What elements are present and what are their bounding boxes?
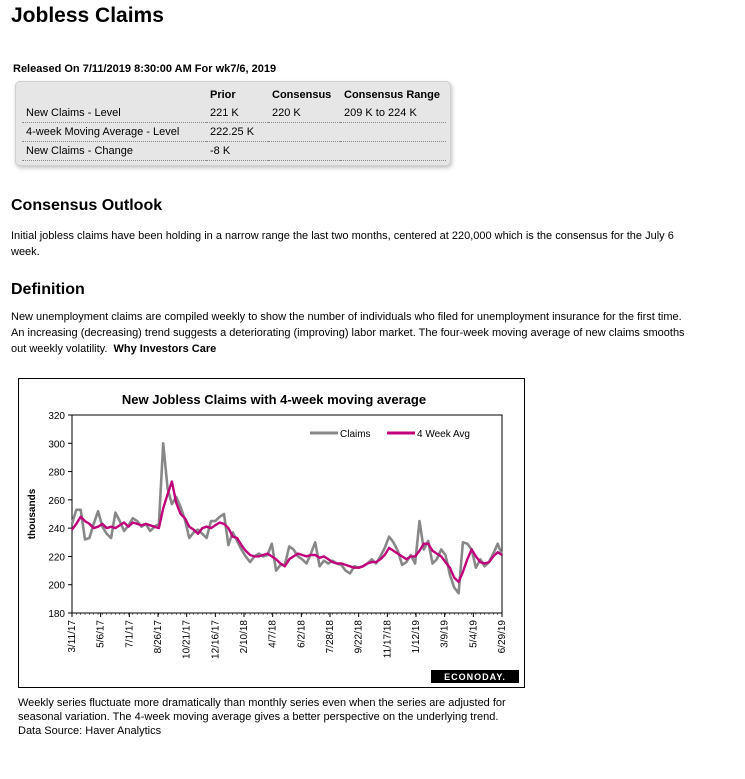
x-tick-label: 11/17/18: [382, 620, 394, 659]
x-tick-label: 12/16/17: [210, 620, 222, 659]
cell-prior: 222.25 K: [206, 123, 268, 142]
y-tick-label: 280: [48, 467, 65, 479]
x-tick-label: 8/26/17: [153, 620, 164, 654]
claims-chart: [19, 379, 524, 687]
data-source: Data Source: Haver Analytics: [18, 725, 162, 737]
y-tick-label: 180: [48, 609, 65, 620]
table-row: [22, 123, 446, 142]
x-tick-label: 9/22/18: [353, 620, 365, 654]
y-tick-label: 240: [48, 524, 65, 536]
table-row: [22, 104, 446, 123]
cell-consensus-range: 209 K to 224 K: [340, 104, 446, 123]
x-tick-label: 4/7/18: [267, 620, 279, 648]
summary-table: [22, 88, 446, 161]
cell-prior: -8 K: [206, 142, 268, 161]
row-label: 4-week Moving Average - Level: [22, 123, 206, 142]
consensus-text: Initial jobless claims have been holding in a narrow range the last two months, centered at 220,000 which is the consensus for the July 6 week.: [11, 230, 674, 258]
consensus-heading: Consensus Outlook: [11, 197, 163, 214]
chart-axes: [27, 411, 508, 659]
y-tick-label: 320: [48, 411, 65, 422]
x-tick-label: 6/2/18: [296, 620, 308, 648]
x-tick-label: 5/4/19: [468, 620, 480, 648]
cell-prior: 221 K: [206, 104, 268, 123]
legend-claims-label: Claims: [340, 429, 371, 440]
header-blank: [22, 88, 206, 104]
x-tick-label: 3/11/17: [67, 620, 78, 653]
cell-consensus: 220 K: [268, 104, 340, 123]
cell-consensus: [268, 142, 340, 161]
x-tick-label: 2/10/18: [239, 620, 250, 654]
summary-table-header: [22, 88, 446, 104]
caption-text: Weekly series fluctuate more dramatically than monthly series even when the series are adjusted for seasonal variation. The 4-week moving average gives a better perspective on the underlying trend.: [18, 697, 506, 723]
chart-caption: [18, 696, 528, 738]
x-tick-label: 6/29/19: [497, 620, 508, 654]
definition-text: New unemployment claims are compiled weekly to show the number of individuals who filed for unemployment insurance for the first time. An increasing (decreasing) trend suggests a deteriorating (improving) labor market. The four-week moving average of new claims smooths out weekly volatility.: [11, 311, 685, 355]
chart-title: New Jobless Claims with 4-week moving average: [121, 392, 427, 407]
definition-heading: Definition: [11, 281, 85, 298]
x-tick-label: 3/9/19: [439, 620, 451, 648]
header-consensus-range: Consensus Range: [344, 89, 440, 101]
y-tick-label: 300: [48, 439, 65, 451]
avg-line: [72, 482, 502, 582]
legend-4-week-avg-label: 4 Week Avg: [417, 429, 470, 440]
y-tick-label: 220: [48, 552, 65, 564]
summary-table-panel: [15, 81, 451, 166]
cell-consensus-range: [340, 123, 446, 142]
chart-series: [72, 443, 502, 593]
chart-panel: [18, 378, 525, 688]
x-tick-label: 7/28/18: [325, 620, 336, 654]
x-tick-label: 5/6/17: [95, 620, 107, 648]
release-info: Released On 7/11/2019 8:30:00 AM For wk7/6, 2019: [13, 63, 277, 75]
x-tick-label: 7/1/17: [124, 620, 136, 648]
plot-frame: [72, 415, 502, 613]
chart-legend: [310, 429, 470, 440]
econoday-logo: [431, 670, 519, 683]
y-axis-label: thousands: [27, 488, 38, 540]
x-tick-label: 10/21/17: [181, 620, 193, 659]
cell-consensus-range: [340, 142, 446, 161]
cell-consensus: [268, 123, 340, 142]
header-prior: Prior: [210, 89, 236, 101]
econoday-brand: ECONODAY.: [444, 672, 506, 682]
row-label: New Claims - Level: [22, 104, 206, 123]
table-row: [22, 142, 446, 161]
definition-paragraph: [11, 309, 691, 357]
y-tick-label: 260: [48, 495, 65, 507]
why-investors-care-link[interactable]: Why Investors Care: [113, 343, 217, 355]
page-title: Jobless Claims: [11, 4, 164, 27]
header-consensus: Consensus: [272, 89, 332, 101]
claims-line: [72, 443, 502, 593]
row-label: New Claims - Change: [22, 142, 206, 161]
x-tick-label: 1/12/19: [411, 620, 422, 654]
y-tick-label: 200: [48, 580, 65, 592]
